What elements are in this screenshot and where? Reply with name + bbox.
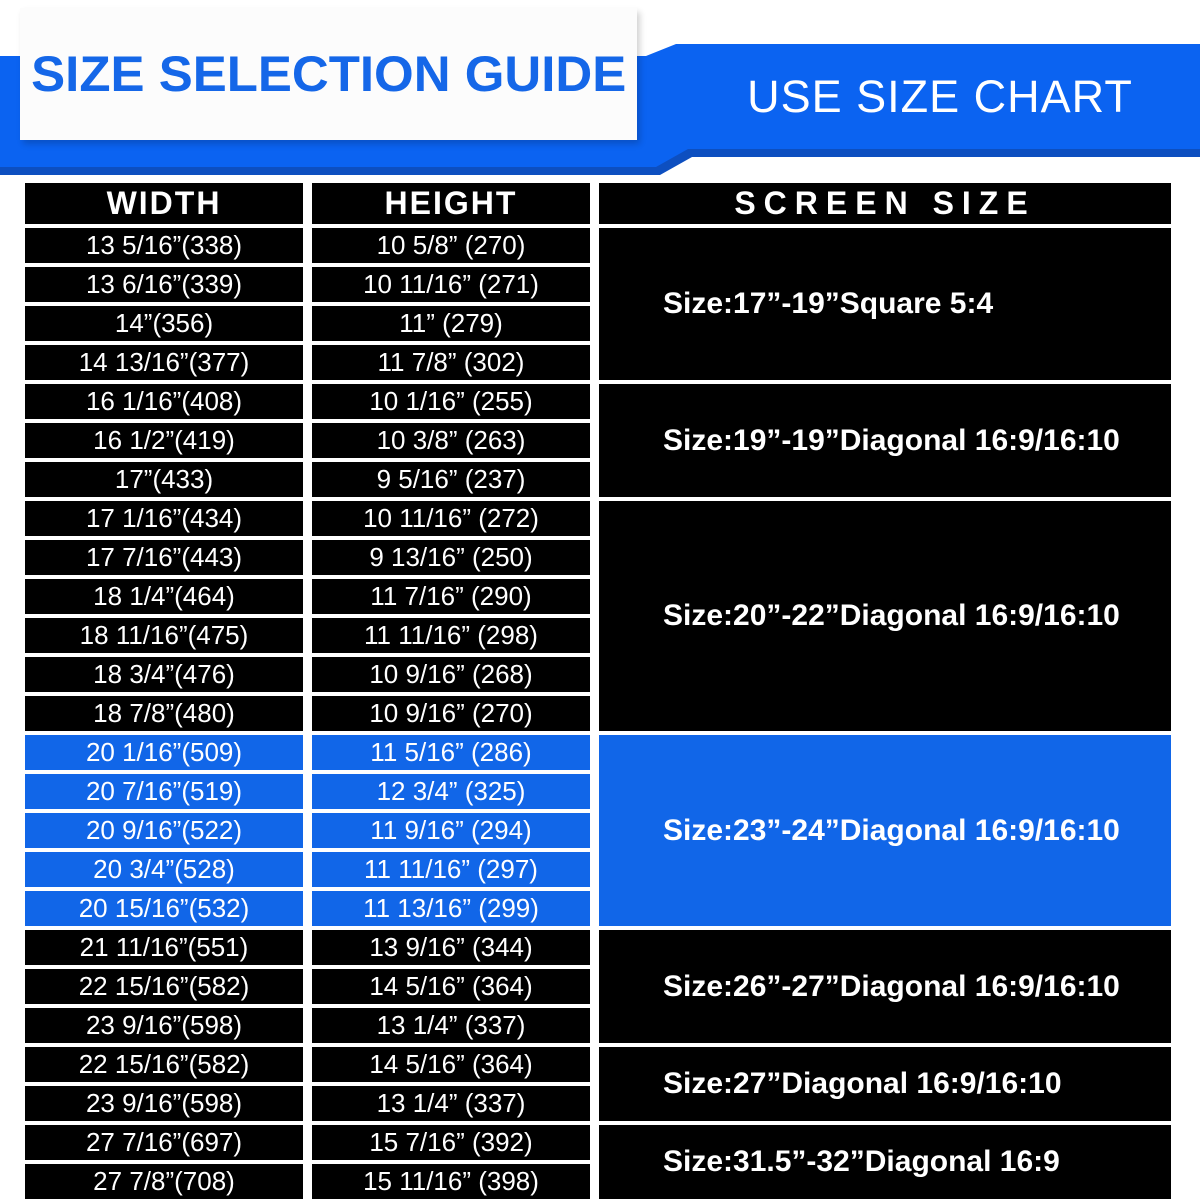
height-cell: 10 1/16” (255) xyxy=(312,384,599,423)
height-cell: 10 5/8” (270) xyxy=(312,228,599,267)
screen-size-cell: Size:26”-27”Diagonal 16:9/16:10 xyxy=(599,930,1171,1047)
column-header-screen-size: SCREEN SIZE xyxy=(599,183,1171,228)
size-chart-table xyxy=(25,183,1171,1200)
width-cell: 13 5/16”(338) xyxy=(25,228,312,267)
width-cell: 22 15/16”(582) xyxy=(25,1047,312,1086)
screen-size-cell: Size:20”-22”Diagonal 16:9/16:10 xyxy=(599,501,1171,735)
width-cell: 18 3/4”(476) xyxy=(25,657,312,696)
screen-size-cell: Size:31.5”-32”Diagonal 16:9 xyxy=(599,1125,1171,1200)
table-row xyxy=(25,1125,1171,1164)
width-cell: 20 3/4”(528) xyxy=(25,852,312,891)
screen-size-cell: Size:17”-19”Square 5:4 xyxy=(599,228,1171,384)
height-cell: 10 9/16” (268) xyxy=(312,657,599,696)
height-cell: 10 9/16” (270) xyxy=(312,696,599,735)
width-cell: 21 11/16”(551) xyxy=(25,930,312,969)
table-row xyxy=(25,501,1171,540)
height-cell: 12 3/4” (325) xyxy=(312,774,599,813)
width-cell: 27 7/8”(708) xyxy=(25,1164,312,1200)
height-cell: 11 13/16” (299) xyxy=(312,891,599,930)
height-cell: 15 11/16” (398) xyxy=(312,1164,599,1200)
table-row xyxy=(25,228,1171,267)
height-cell: 15 7/16” (392) xyxy=(312,1125,599,1164)
height-cell: 11 5/16” (286) xyxy=(312,735,599,774)
column-header-height: HEIGHT xyxy=(312,183,599,228)
height-cell: 10 11/16” (271) xyxy=(312,267,599,306)
height-cell: 13 1/4” (337) xyxy=(312,1008,599,1047)
height-cell: 13 9/16” (344) xyxy=(312,930,599,969)
table-row xyxy=(25,1047,1171,1086)
height-cell: 11 7/8” (302) xyxy=(312,345,599,384)
width-cell: 18 7/8”(480) xyxy=(25,696,312,735)
height-cell: 11” (279) xyxy=(312,306,599,345)
height-cell: 10 11/16” (272) xyxy=(312,501,599,540)
height-cell: 13 1/4” (337) xyxy=(312,1086,599,1125)
width-cell: 17 1/16”(434) xyxy=(25,501,312,540)
width-cell: 13 6/16”(339) xyxy=(25,267,312,306)
height-cell: 9 13/16” (250) xyxy=(312,540,599,579)
width-cell: 16 1/2”(419) xyxy=(25,423,312,462)
width-cell: 20 1/16”(509) xyxy=(25,735,312,774)
width-cell: 14 13/16”(377) xyxy=(25,345,312,384)
width-cell: 16 1/16”(408) xyxy=(25,384,312,423)
title-card xyxy=(20,8,637,140)
height-cell: 11 11/16” (297) xyxy=(312,852,599,891)
width-cell: 18 1/4”(464) xyxy=(25,579,312,618)
screen-size-cell: Size:23”-24”Diagonal 16:9/16:10 xyxy=(599,735,1171,930)
table-row xyxy=(25,384,1171,423)
height-cell: 11 9/16” (294) xyxy=(312,813,599,852)
height-cell: 14 5/16” (364) xyxy=(312,1047,599,1086)
width-cell: 23 9/16”(598) xyxy=(25,1008,312,1047)
width-cell: 18 11/16”(475) xyxy=(25,618,312,657)
screen-size-cell: Size:27”Diagonal 16:9/16:10 xyxy=(599,1047,1171,1125)
height-cell: 11 7/16” (290) xyxy=(312,579,599,618)
width-cell: 17 7/16”(443) xyxy=(25,540,312,579)
width-cell: 20 9/16”(522) xyxy=(25,813,312,852)
width-cell: 14”(356) xyxy=(25,306,312,345)
width-cell: 20 7/16”(519) xyxy=(25,774,312,813)
page-title: SIZE SELECTION GUIDE xyxy=(30,46,627,102)
height-cell: 11 11/16” (298) xyxy=(312,618,599,657)
height-cell: 14 5/16” (364) xyxy=(312,969,599,1008)
screen-size-cell: Size:19”-19”Diagonal 16:9/16:10 xyxy=(599,384,1171,501)
column-header-width: WIDTH xyxy=(25,183,312,228)
height-cell: 9 5/16” (237) xyxy=(312,462,599,501)
height-cell: 10 3/8” (263) xyxy=(312,423,599,462)
table-header-row xyxy=(25,183,1171,228)
width-cell: 27 7/16”(697) xyxy=(25,1125,312,1164)
banner-label: USE SIZE CHART xyxy=(747,71,1133,122)
width-cell: 20 15/16”(532) xyxy=(25,891,312,930)
width-cell: 22 15/16”(582) xyxy=(25,969,312,1008)
table-row xyxy=(25,735,1171,774)
width-cell: 17”(433) xyxy=(25,462,312,501)
table-row xyxy=(25,930,1171,969)
width-cell: 23 9/16”(598) xyxy=(25,1086,312,1125)
